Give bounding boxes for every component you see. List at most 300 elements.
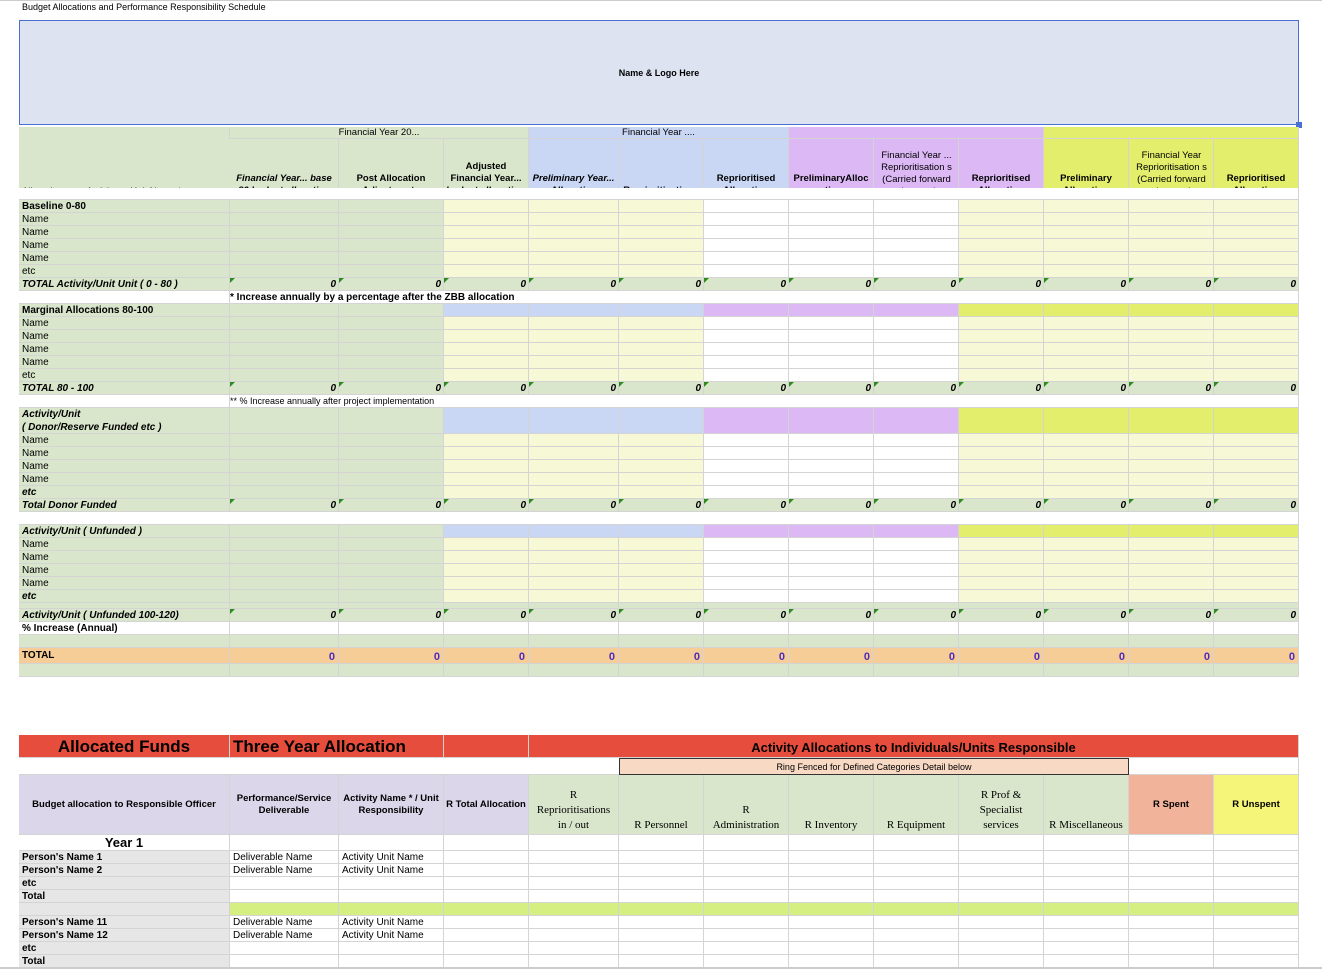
- baseline-row-label-col-9[interactable]: [959, 265, 1044, 278]
- donor-row-label-col-4[interactable]: [529, 486, 619, 499]
- person-value-10[interactable]: [1044, 890, 1129, 903]
- baseline-row-label-col-6[interactable]: [704, 213, 789, 226]
- person-value-9[interactable]: [959, 942, 1044, 955]
- activity-unit-name[interactable]: [339, 942, 444, 955]
- baseline-total-value-11[interactable]: 0: [1129, 278, 1214, 291]
- person-name[interactable]: Total: [19, 890, 230, 903]
- unfunded-row-label-col-8[interactable]: [874, 538, 959, 551]
- unfunded-total-value-10[interactable]: 0: [1044, 609, 1129, 622]
- unfunded-total-value-8[interactable]: 0: [874, 609, 959, 622]
- marginal-total-value-1[interactable]: 0: [230, 382, 339, 395]
- donor-total-value-6[interactable]: 0: [704, 499, 789, 512]
- unfunded-total-value-11[interactable]: 0: [1129, 609, 1214, 622]
- baseline-row-label-col-9[interactable]: [959, 213, 1044, 226]
- section-baseline-title-col-11[interactable]: [1129, 200, 1214, 213]
- baseline-row-label-col-3[interactable]: [444, 213, 529, 226]
- baseline-row-label-col-6[interactable]: [704, 252, 789, 265]
- year1-col-6[interactable]: [704, 835, 789, 851]
- person-value-6[interactable]: [704, 864, 789, 877]
- baseline-row-label-col-11[interactable]: [1129, 239, 1214, 252]
- donor-row-label-col-10[interactable]: [1044, 447, 1129, 460]
- increase-col-11[interactable]: [1129, 622, 1214, 635]
- baseline-row-label-col-1[interactable]: [230, 226, 339, 239]
- marginal-total-value-10[interactable]: 0: [1044, 382, 1129, 395]
- baseline-row-label-col-1[interactable]: [230, 265, 339, 278]
- baseline-row-label-col-8[interactable]: [874, 226, 959, 239]
- person-value-8[interactable]: [874, 929, 959, 942]
- baseline-total-value-5[interactable]: 0: [619, 278, 704, 291]
- marginal-row-label-col-8[interactable]: [874, 317, 959, 330]
- donor-row-label-col-1[interactable]: [230, 473, 339, 486]
- person-value-11[interactable]: [1129, 851, 1214, 864]
- donor-row-label[interactable]: Name: [19, 447, 230, 460]
- grand-total-value-4[interactable]: 0: [529, 648, 619, 664]
- person-value-3[interactable]: [444, 929, 529, 942]
- donor-row-label-col-7[interactable]: [789, 460, 874, 473]
- marginal-row-label-col-1[interactable]: [230, 369, 339, 382]
- grand-total-value-1[interactable]: 0: [230, 648, 339, 664]
- marginal-row-label-col-9[interactable]: [959, 343, 1044, 356]
- activity-alloc-header[interactable]: Activity Allocations to Individuals/Units Responsible: [529, 735, 1299, 758]
- unfunded-row-label-col-3[interactable]: [444, 577, 529, 590]
- person-value-5[interactable]: [619, 929, 704, 942]
- marginal-row-label-col-1[interactable]: [230, 356, 339, 369]
- section-baseline-title-col-10[interactable]: [1044, 200, 1129, 213]
- marginal-row-label-col-7[interactable]: [789, 330, 874, 343]
- person-value-3[interactable]: [444, 942, 529, 955]
- baseline-row-label-col-10[interactable]: [1044, 252, 1129, 265]
- donor-row-label-col-3[interactable]: [444, 473, 529, 486]
- person-value-4[interactable]: [529, 851, 619, 864]
- marginal-row-label-col-2[interactable]: [339, 356, 444, 369]
- section-baseline-title-col-5[interactable]: [619, 200, 704, 213]
- marginal-row-label[interactable]: etc: [19, 369, 230, 382]
- donor-row-label-col-12[interactable]: [1214, 486, 1299, 499]
- marginal-total-value-11[interactable]: 0: [1129, 382, 1214, 395]
- unfunded-row-label-col-9[interactable]: [959, 538, 1044, 551]
- donor-row-label-col-3[interactable]: [444, 460, 529, 473]
- deliverable-name[interactable]: Deliverable Name: [230, 851, 339, 864]
- donor-row-label-col-8[interactable]: [874, 447, 959, 460]
- donor-row-label-col-11[interactable]: [1129, 486, 1214, 499]
- person-value-8[interactable]: [874, 864, 959, 877]
- year1-col-7[interactable]: [789, 835, 874, 851]
- marginal-row-label-col-1[interactable]: [230, 343, 339, 356]
- section-unfunded-title-col-1[interactable]: [230, 525, 339, 538]
- header-r-prof[interactable]: R Prof & Specialist services: [959, 775, 1044, 835]
- marginal-row-label-col-7[interactable]: [789, 317, 874, 330]
- baseline-total-value-10[interactable]: 0: [1044, 278, 1129, 291]
- baseline-row-label-col-5[interactable]: [619, 265, 704, 278]
- marginal-row-label[interactable]: Name: [19, 356, 230, 369]
- baseline-row-label-col-7[interactable]: [789, 226, 874, 239]
- person-value-11[interactable]: [1129, 916, 1214, 929]
- donor-title-col-9[interactable]: [959, 408, 1044, 434]
- unfunded-row-label-col-1[interactable]: [230, 590, 339, 603]
- donor-row-label-col-9[interactable]: [959, 473, 1044, 486]
- header-r-personnel[interactable]: R Personnel: [619, 775, 704, 835]
- marginal-row-label-col-11[interactable]: [1129, 369, 1214, 382]
- person-value-10[interactable]: [1044, 877, 1129, 890]
- unfunded-row-label-col-7[interactable]: [789, 590, 874, 603]
- marginal-row-label-col-6[interactable]: [704, 330, 789, 343]
- baseline-row-label-col-12[interactable]: [1214, 226, 1299, 239]
- donor-row-label-col-6[interactable]: [704, 447, 789, 460]
- deliverable-name[interactable]: [230, 942, 339, 955]
- baseline-row-label-col-8[interactable]: [874, 252, 959, 265]
- section-marginal-title-col-6[interactable]: [704, 304, 789, 317]
- unfunded-row-label-col-11[interactable]: [1129, 564, 1214, 577]
- unfunded-row-label-col-6[interactable]: [704, 577, 789, 590]
- marginal-total-value-12[interactable]: 0: [1214, 382, 1299, 395]
- baseline-row-label-col-6[interactable]: [704, 226, 789, 239]
- donor-total-value-10[interactable]: 0: [1044, 499, 1129, 512]
- donor-title-col-5[interactable]: [619, 408, 704, 434]
- unfunded-total-value-6[interactable]: 0: [704, 609, 789, 622]
- unfunded-increase[interactable]: % Increase (Annual): [19, 622, 230, 635]
- perf-deliverable-header[interactable]: Performance/Service Deliverable: [230, 775, 339, 835]
- section-marginal-title-col-1[interactable]: [230, 304, 339, 317]
- baseline-row-label-col-4[interactable]: [529, 252, 619, 265]
- baseline-row-label-col-3[interactable]: [444, 252, 529, 265]
- marginal-row-label-col-6[interactable]: [704, 356, 789, 369]
- marginal-row-label-col-1[interactable]: [230, 330, 339, 343]
- donor-row-label-col-2[interactable]: [339, 473, 444, 486]
- baseline-row-label-col-10[interactable]: [1044, 213, 1129, 226]
- unfunded-row-label-col-11[interactable]: [1129, 590, 1214, 603]
- budget-officer-header[interactable]: Budget allocation to Responsible Officer: [19, 775, 230, 835]
- donor-row-label-col-3[interactable]: [444, 486, 529, 499]
- person-value-3[interactable]: [444, 916, 529, 929]
- baseline-row-label-col-4[interactable]: [529, 239, 619, 252]
- person-value-6[interactable]: [704, 916, 789, 929]
- person-value-10[interactable]: [1044, 942, 1129, 955]
- group-header-fy-c[interactable]: Financial Year Reprioritisation s (Carried forward: [1136, 150, 1207, 185]
- baseline-row-label-col-2[interactable]: [339, 239, 444, 252]
- section-marginal-title-col-8[interactable]: [874, 304, 959, 317]
- person-value-5[interactable]: [619, 890, 704, 903]
- donor-row-label-col-8[interactable]: [874, 473, 959, 486]
- increase-col-4[interactable]: [529, 622, 619, 635]
- marginal-row-label-col-5[interactable]: [619, 317, 704, 330]
- section-marginal-title-col-2[interactable]: [339, 304, 444, 317]
- marginal-row-label-col-9[interactable]: [959, 356, 1044, 369]
- unfunded-row-label-col-12[interactable]: [1214, 538, 1299, 551]
- marginal-row-label-col-10[interactable]: [1044, 317, 1129, 330]
- baseline-row-label[interactable]: Name: [19, 226, 230, 239]
- baseline-row-label-col-8[interactable]: [874, 213, 959, 226]
- unfunded-row-label-col-5[interactable]: [619, 590, 704, 603]
- donor-row-label-col-6[interactable]: [704, 460, 789, 473]
- person-value-7[interactable]: [789, 942, 874, 955]
- unfunded-row-label-col-1[interactable]: [230, 577, 339, 590]
- column-header-6[interactable]: Reprioritised: [704, 139, 789, 199]
- marginal-total-value-4[interactable]: 0: [529, 382, 619, 395]
- deliverable-name[interactable]: Deliverable Name: [230, 864, 339, 877]
- increase-col-8[interactable]: [874, 622, 959, 635]
- unfunded-total-value-5[interactable]: 0: [619, 609, 704, 622]
- person-value-8[interactable]: [874, 877, 959, 890]
- donor-row-label-col-1[interactable]: [230, 434, 339, 447]
- donor-row-label-col-2[interactable]: [339, 447, 444, 460]
- marginal-row-label-col-5[interactable]: [619, 356, 704, 369]
- unfunded-row-label-col-12[interactable]: [1214, 551, 1299, 564]
- donor-title-col-12[interactable]: [1214, 408, 1299, 434]
- person-name[interactable]: Person's Name 12: [19, 929, 230, 942]
- person-value-8[interactable]: [874, 916, 959, 929]
- donor-total-value-2[interactable]: 0: [339, 499, 444, 512]
- unfunded-row-label-col-12[interactable]: [1214, 577, 1299, 590]
- unfunded-total-value-3[interactable]: 0: [444, 609, 529, 622]
- unfunded-row-label-col-9[interactable]: [959, 551, 1044, 564]
- person-value-9[interactable]: [959, 929, 1044, 942]
- unfunded-row-label-col-4[interactable]: [529, 564, 619, 577]
- year1-col-5[interactable]: [619, 835, 704, 851]
- marginal-row-label-col-10[interactable]: [1044, 330, 1129, 343]
- increase-col-9[interactable]: [959, 622, 1044, 635]
- person-value-9[interactable]: [959, 916, 1044, 929]
- increase-col-1[interactable]: [230, 622, 339, 635]
- section-baseline-title-col-9[interactable]: [959, 200, 1044, 213]
- unfunded-row-label-col-8[interactable]: [874, 577, 959, 590]
- baseline-row-label-col-7[interactable]: [789, 213, 874, 226]
- marginal-row-label[interactable]: Name: [19, 343, 230, 356]
- donor-title-col-2[interactable]: [339, 408, 444, 434]
- activity-unit-name[interactable]: Activity Unit Name: [339, 864, 444, 877]
- baseline-row-label-col-6[interactable]: [704, 239, 789, 252]
- unfunded-row-label-col-6[interactable]: [704, 551, 789, 564]
- unfunded-row-label-col-6[interactable]: [704, 590, 789, 603]
- unfunded-row-label-col-5[interactable]: [619, 577, 704, 590]
- section-marginal-title-col-11[interactable]: [1129, 304, 1214, 317]
- baseline-row-label-col-3[interactable]: [444, 226, 529, 239]
- baseline-row-label-col-12[interactable]: [1214, 213, 1299, 226]
- grand-total-value-9[interactable]: 0: [959, 648, 1044, 664]
- baseline-note[interactable]: * Increase annually by a percentage after the ZBB allocation: [230, 291, 1299, 304]
- person-value-7[interactable]: [789, 929, 874, 942]
- activity-unit-name[interactable]: [339, 877, 444, 890]
- section-donor-title[interactable]: [19, 408, 230, 434]
- donor-row-label-col-11[interactable]: [1129, 473, 1214, 486]
- donor-row-label-col-10[interactable]: [1044, 434, 1129, 447]
- grand-total-value-8[interactable]: 0: [874, 648, 959, 664]
- year1-col-10[interactable]: [1044, 835, 1129, 851]
- donor-row-label-col-3[interactable]: [444, 447, 529, 460]
- baseline-row-label-col-12[interactable]: [1214, 239, 1299, 252]
- marginal-row-label-col-3[interactable]: [444, 343, 529, 356]
- unfunded-row-label-col-8[interactable]: [874, 551, 959, 564]
- person-value-10[interactable]: [1044, 916, 1129, 929]
- baseline-row-label-col-5[interactable]: [619, 226, 704, 239]
- unfunded-row-label-col-7[interactable]: [789, 538, 874, 551]
- marginal-row-label-col-8[interactable]: [874, 343, 959, 356]
- increase-col-3[interactable]: [444, 622, 529, 635]
- marginal-row-label-col-3[interactable]: [444, 356, 529, 369]
- person-value-3[interactable]: [444, 877, 529, 890]
- year1-col-12[interactable]: [1214, 835, 1299, 851]
- section-marginal-title-col-9[interactable]: [959, 304, 1044, 317]
- marginal-row-label-col-4[interactable]: [529, 369, 619, 382]
- baseline-row-label[interactable]: Name: [19, 239, 230, 252]
- marginal-row-label-col-4[interactable]: [529, 317, 619, 330]
- section-marginal-title-col-7[interactable]: [789, 304, 874, 317]
- marginal-row-label-col-9[interactable]: [959, 369, 1044, 382]
- person-value-6[interactable]: [704, 851, 789, 864]
- unfunded-row-label-col-7[interactable]: [789, 564, 874, 577]
- marginal-row-label-col-8[interactable]: [874, 356, 959, 369]
- baseline-row-label-col-2[interactable]: [339, 252, 444, 265]
- increase-col-2[interactable]: [339, 622, 444, 635]
- donor-row-label-col-7[interactable]: [789, 434, 874, 447]
- unfunded-total-value-4[interactable]: 0: [529, 609, 619, 622]
- donor-title-col-10[interactable]: [1044, 408, 1129, 434]
- person-value-12[interactable]: [1214, 877, 1299, 890]
- baseline-row-label-col-5[interactable]: [619, 239, 704, 252]
- donor-row-label-col-3[interactable]: [444, 434, 529, 447]
- section-baseline-title-col-8[interactable]: [874, 200, 959, 213]
- marginal-row-label-col-8[interactable]: [874, 369, 959, 382]
- r-unspent-header[interactable]: R Unspent: [1214, 775, 1299, 835]
- marginal-total[interactable]: TOTAL 80 - 100: [19, 382, 230, 395]
- baseline-total-value-8[interactable]: 0: [874, 278, 959, 291]
- unfunded-row-label-col-6[interactable]: [704, 538, 789, 551]
- unfunded-row-label[interactable]: Name: [19, 538, 230, 551]
- donor-title-col-4[interactable]: [529, 408, 619, 434]
- section-baseline-title-col-4[interactable]: [529, 200, 619, 213]
- unfunded-row-label-col-12[interactable]: [1214, 564, 1299, 577]
- baseline-total-value-12[interactable]: 0: [1214, 278, 1299, 291]
- donor-row-label-col-1[interactable]: [230, 447, 339, 460]
- donor-row-label-col-4[interactable]: [529, 473, 619, 486]
- donor-total-value-4[interactable]: 0: [529, 499, 619, 512]
- baseline-total-value-3[interactable]: 0: [444, 278, 529, 291]
- marginal-row-label-col-10[interactable]: [1044, 369, 1129, 382]
- unfunded-row-label-col-1[interactable]: [230, 564, 339, 577]
- marginal-row-label-col-5[interactable]: [619, 369, 704, 382]
- allocated-funds-header[interactable]: Allocated Funds: [19, 735, 230, 758]
- person-value-10[interactable]: [1044, 864, 1129, 877]
- marginal-row-label-col-12[interactable]: [1214, 369, 1299, 382]
- unfunded-row-label-col-11[interactable]: [1129, 551, 1214, 564]
- activity-unit-name[interactable]: Activity Unit Name: [339, 916, 444, 929]
- section-baseline-title-col-1[interactable]: [230, 200, 339, 213]
- donor-row-label-col-6[interactable]: [704, 434, 789, 447]
- marginal-total-value-3[interactable]: 0: [444, 382, 529, 395]
- baseline-row-label[interactable]: Name: [19, 213, 230, 226]
- unfunded-row-label-col-4[interactable]: [529, 551, 619, 564]
- marginal-note-blank[interactable]: [19, 395, 230, 408]
- marginal-total-value-2[interactable]: 0: [339, 382, 444, 395]
- baseline-total-value-9[interactable]: 0: [959, 278, 1044, 291]
- header-r-repri[interactable]: R Reprioritisations in / out: [529, 775, 619, 835]
- unfunded-row-label-col-3[interactable]: [444, 564, 529, 577]
- logo-placeholder[interactable]: [19, 20, 1299, 125]
- deliverable-name[interactable]: Deliverable Name: [230, 929, 339, 942]
- person-value-9[interactable]: [959, 890, 1044, 903]
- grand-total-value-3[interactable]: 0: [444, 648, 529, 664]
- donor-title-col-8[interactable]: [874, 408, 959, 434]
- section-unfunded-title-col-4[interactable]: [529, 525, 619, 538]
- person-value-3[interactable]: [444, 890, 529, 903]
- person-name[interactable]: Person's Name 1: [19, 851, 230, 864]
- unfunded-row-label-col-2[interactable]: [339, 590, 444, 603]
- person-value-12[interactable]: [1214, 916, 1299, 929]
- person-name[interactable]: etc: [19, 942, 230, 955]
- marginal-row-label-col-2[interactable]: [339, 330, 444, 343]
- donor-title-col-7[interactable]: [789, 408, 874, 434]
- person-value-4[interactable]: [529, 877, 619, 890]
- marginal-row-label-col-11[interactable]: [1129, 343, 1214, 356]
- baseline-row-label-col-9[interactable]: [959, 252, 1044, 265]
- donor-row-label[interactable]: Name: [19, 473, 230, 486]
- donor-row-label-col-11[interactable]: [1129, 460, 1214, 473]
- baseline-note-blank[interactable]: [19, 291, 230, 304]
- column-header-9[interactable]: Reprioritised: [959, 139, 1044, 199]
- header-r-admin[interactable]: R Administration: [704, 775, 789, 835]
- person-name[interactable]: etc: [19, 877, 230, 890]
- unfunded-row-label-col-3[interactable]: [444, 551, 529, 564]
- section-marginal-title[interactable]: Marginal Allocations 80-100: [19, 304, 230, 317]
- person-value-6[interactable]: [704, 890, 789, 903]
- unfunded-row-label-col-2[interactable]: [339, 551, 444, 564]
- section-marginal-title-col-12[interactable]: [1214, 304, 1299, 317]
- marginal-row-label-col-1[interactable]: [230, 317, 339, 330]
- unfunded-row-label-col-8[interactable]: [874, 564, 959, 577]
- person-value-12[interactable]: [1214, 942, 1299, 955]
- grand-total-value-11[interactable]: 0: [1129, 648, 1214, 664]
- marginal-row-label-col-5[interactable]: [619, 330, 704, 343]
- section-baseline-title-col-7[interactable]: [789, 200, 874, 213]
- section-unfunded-title-col-3[interactable]: [444, 525, 529, 538]
- unfunded-row-label-col-10[interactable]: [1044, 577, 1129, 590]
- column-header-7[interactable]: PreliminaryAlloc: [789, 139, 874, 199]
- donor-title-col-6[interactable]: [704, 408, 789, 434]
- donor-row-label-col-2[interactable]: [339, 460, 444, 473]
- donor-row-label-col-12[interactable]: [1214, 460, 1299, 473]
- person-name[interactable]: Person's Name 2: [19, 864, 230, 877]
- baseline-row-label-col-10[interactable]: [1044, 226, 1129, 239]
- increase-col-7[interactable]: [789, 622, 874, 635]
- donor-row-label-col-4[interactable]: [529, 447, 619, 460]
- person-value-10[interactable]: [1044, 929, 1129, 942]
- grand-total-value-12[interactable]: 0: [1214, 648, 1299, 664]
- donor-row-label[interactable]: etc: [19, 486, 230, 499]
- person-name[interactable]: Total: [19, 955, 230, 968]
- baseline-total-value-4[interactable]: 0: [529, 278, 619, 291]
- baseline-row-label-col-11[interactable]: [1129, 252, 1214, 265]
- baseline-total-value-6[interactable]: 0: [704, 278, 789, 291]
- grand-total-value-2[interactable]: 0: [339, 648, 444, 664]
- person-value-7[interactable]: [789, 851, 874, 864]
- deliverable-name[interactable]: [230, 877, 339, 890]
- person-value-4[interactable]: [529, 942, 619, 955]
- person-value-7[interactable]: [789, 877, 874, 890]
- donor-row-label-col-10[interactable]: [1044, 473, 1129, 486]
- unfunded-row-label-col-1[interactable]: [230, 551, 339, 564]
- person-value-12[interactable]: [1214, 851, 1299, 864]
- year1-col-11[interactable]: [1129, 835, 1214, 851]
- marginal-row-label-col-8[interactable]: [874, 330, 959, 343]
- baseline-row-label-col-1[interactable]: [230, 252, 339, 265]
- baseline-row-label-col-3[interactable]: [444, 265, 529, 278]
- marginal-row-label[interactable]: Name: [19, 330, 230, 343]
- section-unfunded-title-col-7[interactable]: [789, 525, 874, 538]
- donor-row-label-col-5[interactable]: [619, 473, 704, 486]
- year1-col-2[interactable]: [339, 835, 444, 851]
- donor-row-label-col-2[interactable]: [339, 434, 444, 447]
- section-unfunded-title-col-8[interactable]: [874, 525, 959, 538]
- unfunded-total-value-12[interactable]: 0: [1214, 609, 1299, 622]
